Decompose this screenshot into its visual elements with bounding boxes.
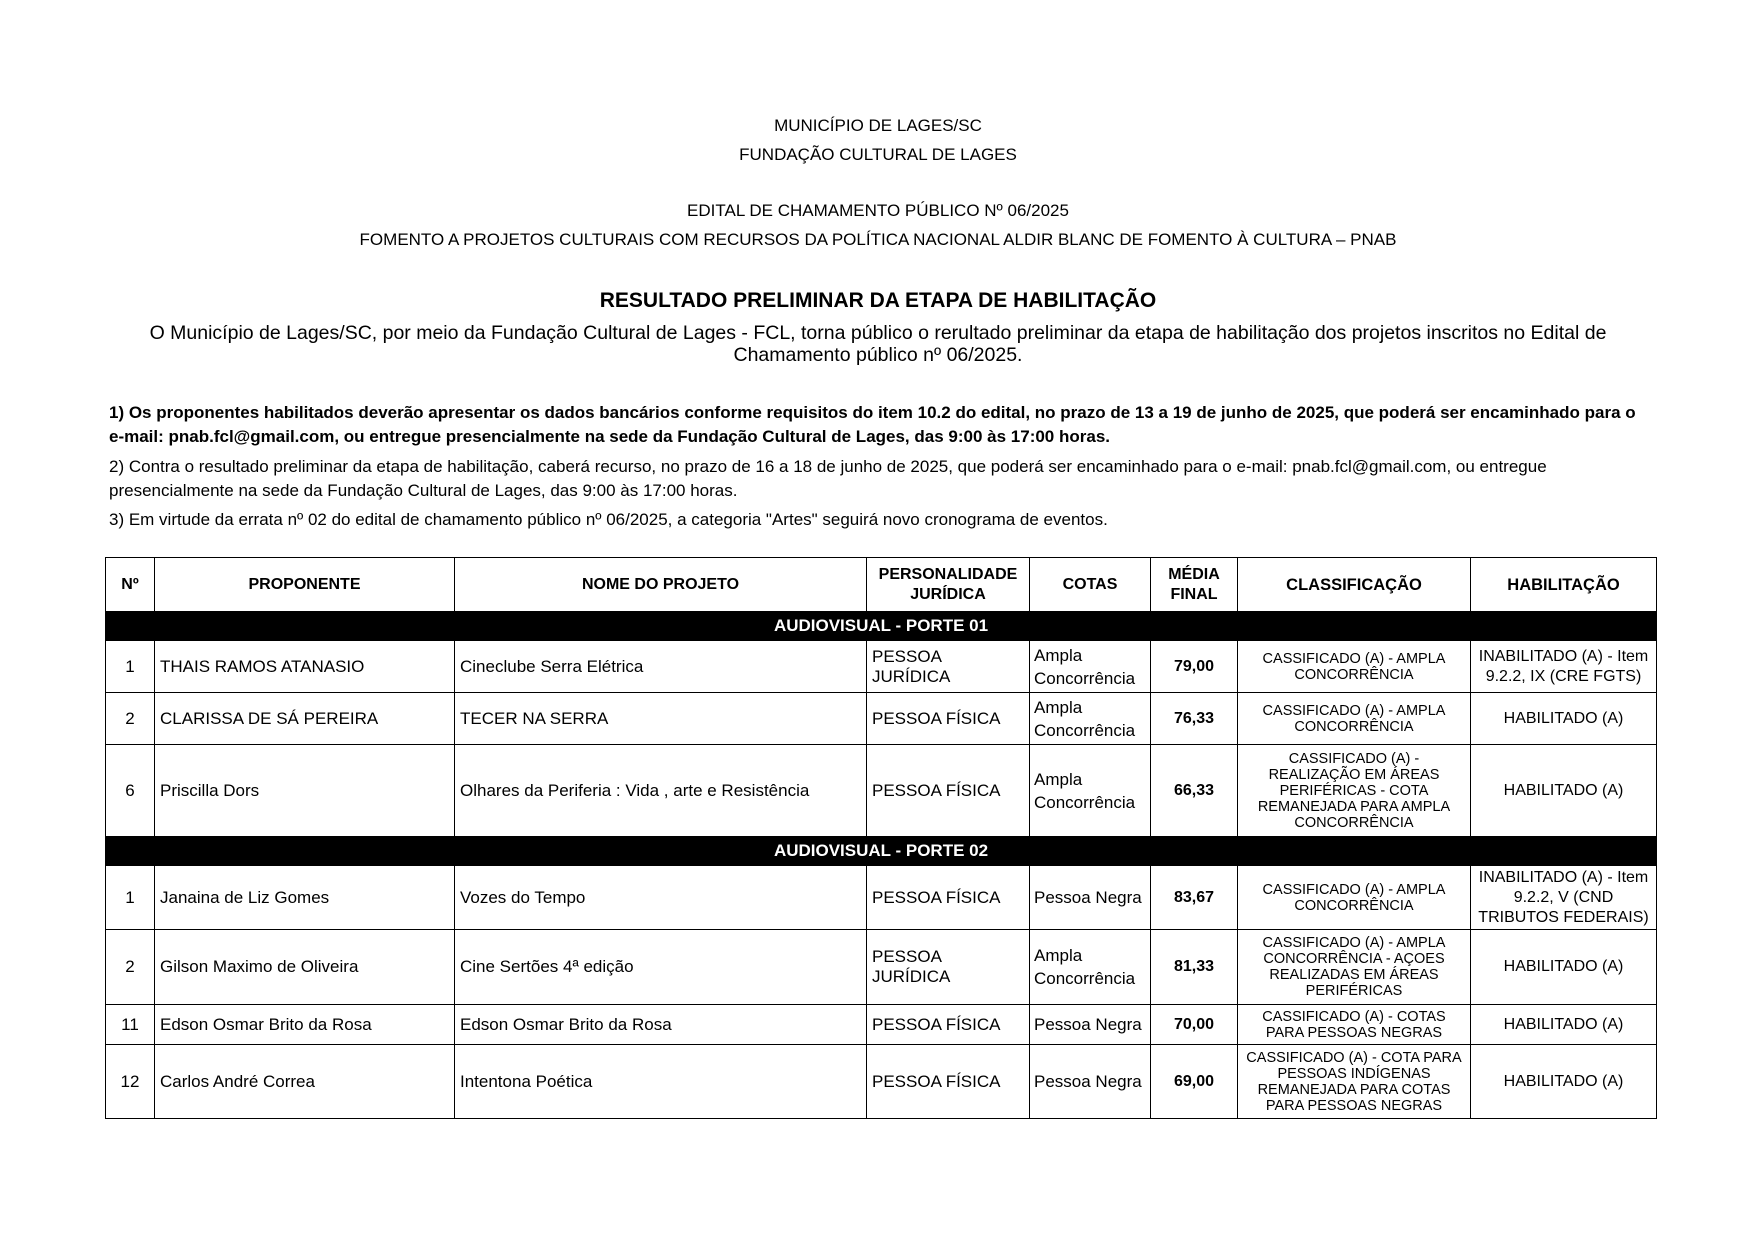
cell-cotas: Pessoa Negra	[1030, 1045, 1151, 1119]
cell-personalidade: PESSOA FÍSICA	[867, 693, 1030, 745]
cell-cotas: Pessoa Negra	[1030, 866, 1151, 930]
cell-personalidade: PESSOA JURÍDICA	[867, 930, 1030, 1005]
cell-media: 81,33	[1151, 930, 1238, 1005]
cell-num: 6	[106, 745, 155, 837]
cell-projeto: Cine Sertões 4ª edição	[455, 930, 867, 1005]
table-row	[106, 930, 1657, 1005]
cell-classificacao: CASSIFICADO (A) - COTAS PARA PESSOAS NEGRAS	[1238, 1005, 1471, 1045]
cell-proponente: Carlos André Correa	[155, 1045, 455, 1119]
cell-cotas: Pessoa Negra	[1030, 1005, 1151, 1045]
table-row	[106, 1045, 1657, 1119]
cell-num: 1	[106, 641, 155, 693]
col-header-proponente: PROPONENTE	[155, 558, 455, 612]
col-header-num: Nº	[106, 558, 155, 612]
cell-cotas: Ampla Concorrência	[1030, 641, 1151, 693]
header-edital: EDITAL DE CHAMAMENTO PÚBLICO Nº 06/2025	[687, 201, 1069, 220]
cell-habilitacao: HABILITADO (A)	[1471, 1005, 1657, 1045]
table-header-row	[106, 558, 1657, 612]
cell-media: 70,00	[1151, 1005, 1238, 1045]
cell-habilitacao: HABILITADO (A)	[1471, 693, 1657, 745]
cell-personalidade: PESSOA FÍSICA	[867, 745, 1030, 837]
header-foundation: FUNDAÇÃO CULTURAL DE LAGES	[739, 145, 1017, 164]
section-row	[106, 612, 1657, 641]
col-header-habilitacao: HABILITAÇÃO	[1471, 558, 1657, 612]
section-title: AUDIOVISUAL - PORTE 01	[106, 612, 1657, 641]
note-2: 2) Contra o resultado preliminar da etapa de habilitação, caberá recurso, no prazo de 16 a 18 de junho de 2025, que poderá ser encaminhado para o e-mail: pnab.fcl@gmail.com, ou entregue presencialmente na sede da Fundação Cultural de Lages, das 9:00 às 17:00 horas.	[109, 457, 1547, 500]
table-row	[106, 745, 1657, 837]
col-header-media: MÉDIA FINAL	[1151, 558, 1238, 612]
cell-projeto: Vozes do Tempo	[455, 866, 867, 930]
cell-media: 83,67	[1151, 866, 1238, 930]
cell-media: 69,00	[1151, 1045, 1238, 1119]
cell-projeto: Cineclube Serra Elétrica	[455, 641, 867, 693]
table-row	[106, 693, 1657, 745]
table-row	[106, 641, 1657, 693]
results-table	[105, 557, 1657, 1119]
cell-classificacao: CASSIFICADO (A) - AMPLA CONCORRÊNCIA	[1238, 641, 1471, 693]
header-municipality: MUNICÍPIO DE LAGES/SC	[774, 116, 982, 135]
cell-proponente: THAIS RAMOS ATANASIO	[155, 641, 455, 693]
cell-personalidade: PESSOA JURÍDICA	[867, 641, 1030, 693]
cell-media: 66,33	[1151, 745, 1238, 837]
cell-projeto: Edson Osmar Brito da Rosa	[455, 1005, 867, 1045]
cell-num: 1	[106, 866, 155, 930]
col-header-cotas: COTAS	[1030, 558, 1151, 612]
cell-num: 2	[106, 930, 155, 1005]
table-row	[106, 1005, 1657, 1045]
cell-cotas: Ampla Concorrência	[1030, 693, 1151, 745]
cell-classificacao: CASSIFICADO (A) - AMPLA CONCORRÊNCIA	[1238, 866, 1471, 930]
col-header-personalidade: PERSONALIDADE JURÍDICA	[867, 558, 1030, 612]
cell-num: 11	[106, 1005, 155, 1045]
col-header-classificacao: CLASSIFICAÇÃO	[1238, 558, 1471, 612]
cell-personalidade: PESSOA FÍSICA	[867, 1005, 1030, 1045]
cell-num: 12	[106, 1045, 155, 1119]
cell-habilitacao: HABILITADO (A)	[1471, 745, 1657, 837]
header-program: FOMENTO A PROJETOS CULTURAIS COM RECURSOS DA POLÍTICA NACIONAL ALDIR BLANC DE FOMENTO À CULTURA – PNAB	[359, 230, 1397, 249]
cell-num: 2	[106, 693, 155, 745]
section-title: AUDIOVISUAL - PORTE 02	[106, 837, 1657, 866]
note-3: 3) Em virtude da errata nº 02 do edital de chamamento público nº 06/2025, a categoria "Artes" seguirá novo cronograma de eventos.	[109, 510, 1108, 529]
cell-proponente: Janaina de Liz Gomes	[155, 866, 455, 930]
cell-cotas: Ampla Concorrência	[1030, 930, 1151, 1005]
cell-habilitacao: HABILITADO (A)	[1471, 930, 1657, 1005]
cell-cotas: Ampla Concorrência	[1030, 745, 1151, 837]
intro-paragraph: O Município de Lages/SC, por meio da Fundação Cultural de Lages - FCL, torna público o rerultado preliminar da etapa de habilitação dos projetos inscritos no Edital de Chamamento público nº 06/2025.	[149, 322, 1607, 366]
cell-personalidade: PESSOA FÍSICA	[867, 1045, 1030, 1119]
document-title: RESULTADO PRELIMINAR DA ETAPA DE HABILITAÇÃO	[599, 289, 1157, 312]
cell-media: 76,33	[1151, 693, 1238, 745]
cell-habilitacao: INABILITADO (A) - Item 9.2.2, V (CND TRIBUTOS FEDERAIS)	[1471, 866, 1657, 930]
cell-proponente: Gilson Maximo de Oliveira	[155, 930, 455, 1005]
section-row	[106, 837, 1657, 866]
cell-classificacao: CASSIFICADO (A) - AMPLA CONCORRÊNCIA - AÇOES REALIZADAS EM ÁREAS PERIFÉRICAS	[1238, 930, 1471, 1005]
cell-classificacao: CASSIFICADO (A) - REALIZAÇÃO EM ÁREAS PERIFÉRICAS - COTA REMANEJADA PARA AMPLA CONCORRÊNCIA	[1238, 745, 1471, 837]
note-1: 1) Os proponentes habilitados deverão apresentar os dados bancários conforme requisitos do item 10.2 do edital, no prazo de 13 a 19 de junho de 2025, que poderá ser encaminhado para o e-mail: pnab.fcl@gmail.com, ou entregue presencialmente na sede da Fundação Cultural de Lages, das 9:00 às 17:00 horas.	[109, 403, 1636, 446]
cell-media: 79,00	[1151, 641, 1238, 693]
cell-habilitacao: HABILITADO (A)	[1471, 1045, 1657, 1119]
col-header-projeto: NOME DO PROJETO	[455, 558, 867, 612]
cell-classificacao: CASSIFICADO (A) - COTA PARA PESSOAS INDÍGENAS REMANEJADA PARA COTAS PARA PESSOAS NEGRAS	[1238, 1045, 1471, 1119]
table-row	[106, 866, 1657, 930]
cell-proponente: Edson Osmar Brito da Rosa	[155, 1005, 455, 1045]
cell-personalidade: PESSOA FÍSICA	[867, 866, 1030, 930]
cell-projeto: Olhares da Periferia : Vida , arte e Resistência	[455, 745, 867, 837]
cell-classificacao: CASSIFICADO (A) - AMPLA CONCORRÊNCIA	[1238, 693, 1471, 745]
cell-habilitacao: INABILITADO (A) - Item 9.2.2, IX (CRE FGTS)	[1471, 641, 1657, 693]
cell-proponente: CLARISSA DE SÁ PEREIRA	[155, 693, 455, 745]
cell-projeto: Intentona Poética	[455, 1045, 867, 1119]
cell-proponente: Priscilla Dors	[155, 745, 455, 837]
cell-projeto: TECER NA SERRA	[455, 693, 867, 745]
